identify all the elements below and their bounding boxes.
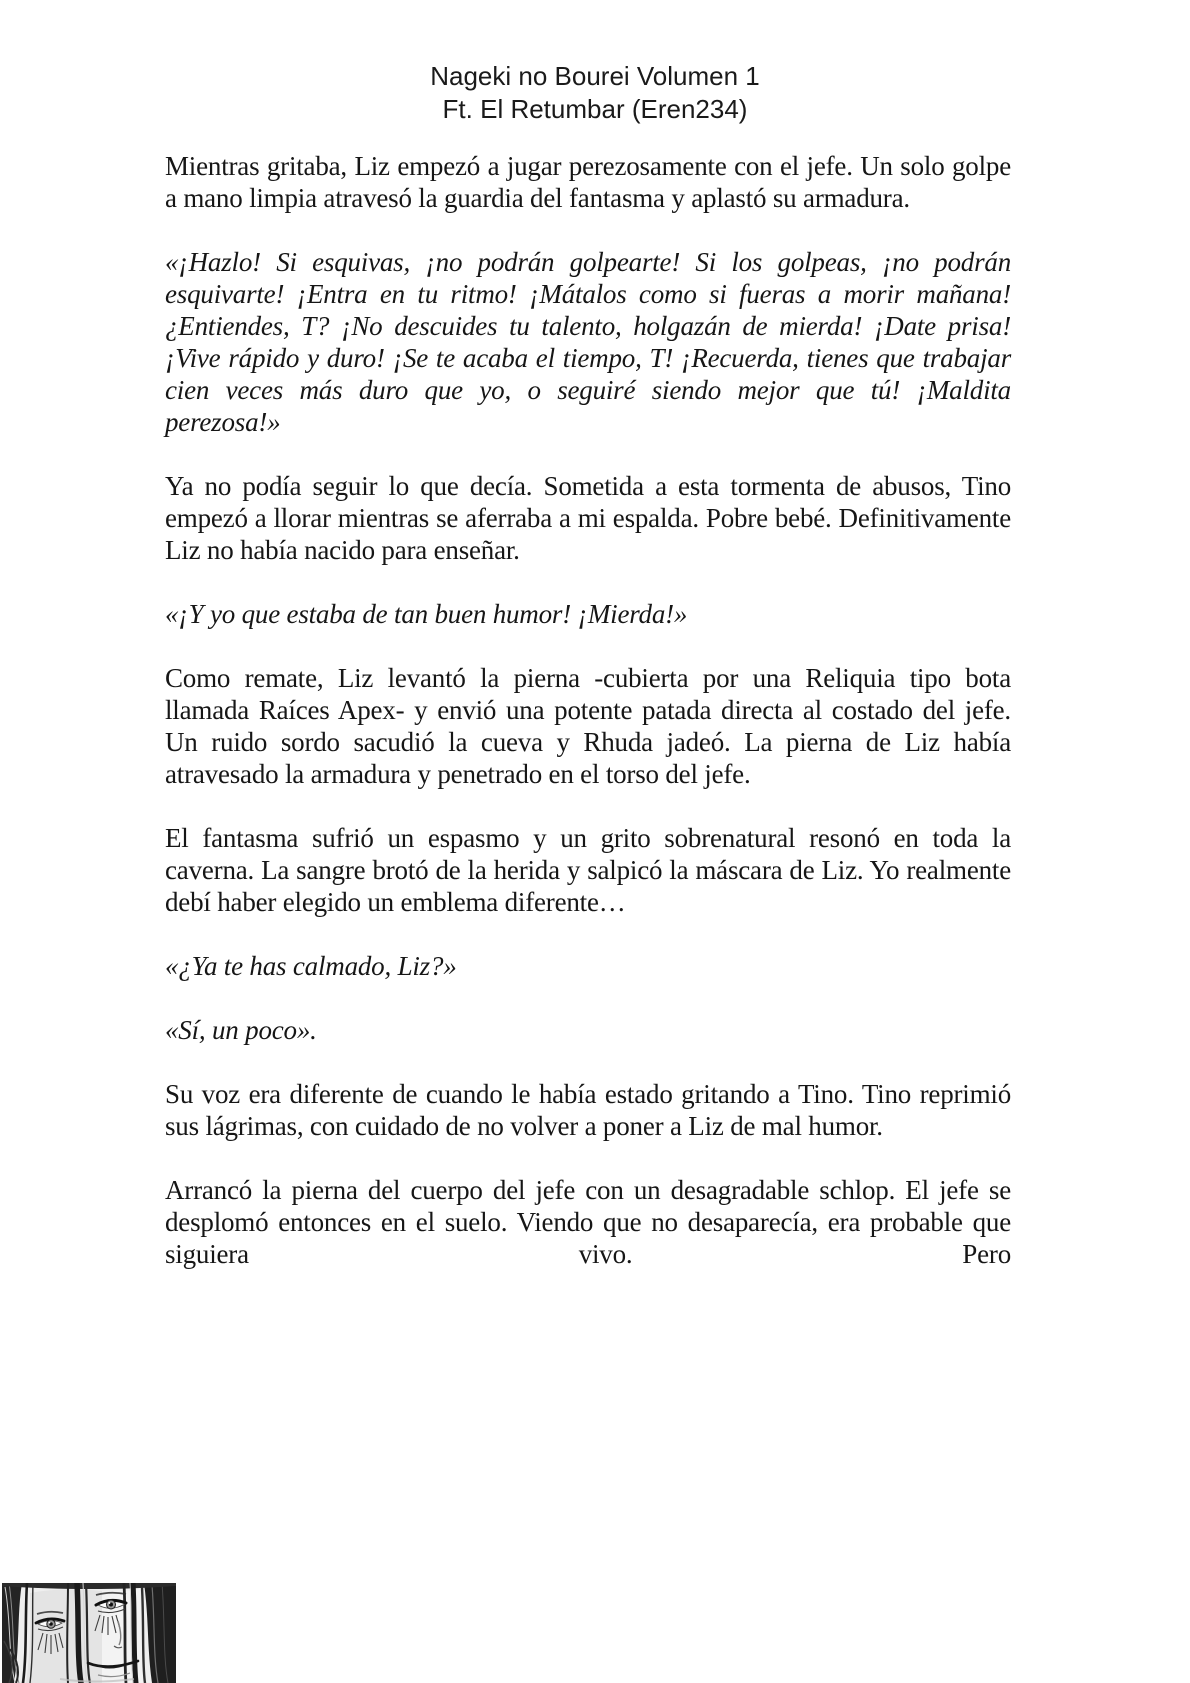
manga-face-image [2, 1583, 176, 1683]
paragraph: Como remate, Liz levantó la pierna -cubierta por una Reliquia tipo bota llamada Raíces Apex- y envió una potente patada directa al costado del jefe. Un ruido sordo sacudió la cueva y Rhuda jadeó. La pierna de Liz había atravesado la armadura y penetrado en el torso del jefe. [165, 663, 1011, 789]
paragraph: El fantasma sufrió un espasmo y un grito sobrenatural resonó en toda la caverna. La sangre brotó de la herida y salpicó la máscara de Liz. Yo realmente debí haber elegido un emblema diferente… [165, 823, 1011, 917]
manga-face-drawing [2, 1583, 176, 1683]
paragraph-dialogue: «¡Hazlo! Si esquivas, ¡no podrán golpearte! Si los golpeas, ¡no podrán esquivarte! ¡Entra en tu ritmo! ¡Mátalos como si fueras a morir mañana! ¿Entiendes, T? ¡No descuides tu talento, holgazán de mierda! ¡Date prisa! ¡Vive rápido y duro! ¡Se te acaba el tiempo, T! ¡Recuerda, tienes que trabajar cien veces más duro que yo, o seguiré siendo mejor que tú! ¡Maldita perezosa!» [165, 247, 1011, 437]
document-page [165, 60, 1011, 1270]
paragraph: Arrancó la pierna del cuerpo del jefe con un desagradable schlop. El jefe se desplomó entonces en el suelo. Viendo que no desaparecía, era probable que siguiera vivo. Pero [165, 1175, 1011, 1269]
document-body [165, 150, 1011, 1270]
document-title: Nageki no Bourei Volumen 1 [430, 61, 760, 91]
paragraph-dialogue: «¡Y yo que estaba de tan buen humor! ¡Mierda!» [165, 599, 688, 629]
paragraph-dialogue: «Sí, un poco». [165, 1015, 317, 1045]
paragraph: Su voz era diferente de cuando le había estado gritando a Tino. Tino reprimió sus lágrimas, con cuidado de no volver a poner a Liz de mal humor. [165, 1079, 1011, 1141]
paragraph: Ya no podía seguir lo que decía. Sometida a esta tormenta de abusos, Tino empezó a llorar mientras se aferraba a mi espalda. Pobre bebé. Definitivamente Liz no había nacido para enseñar. [165, 471, 1011, 565]
paragraph-dialogue: «¿Ya te has calmado, Liz?» [165, 951, 457, 981]
paragraph: Mientras gritaba, Liz empezó a jugar perezosamente con el jefe. Un solo golpe a mano limpia atravesó la guardia del fantasma y aplastó su armadura. [165, 151, 1011, 213]
document-subtitle: Ft. El Retumbar (Eren234) [442, 94, 748, 124]
document-header [179, 60, 1011, 126]
